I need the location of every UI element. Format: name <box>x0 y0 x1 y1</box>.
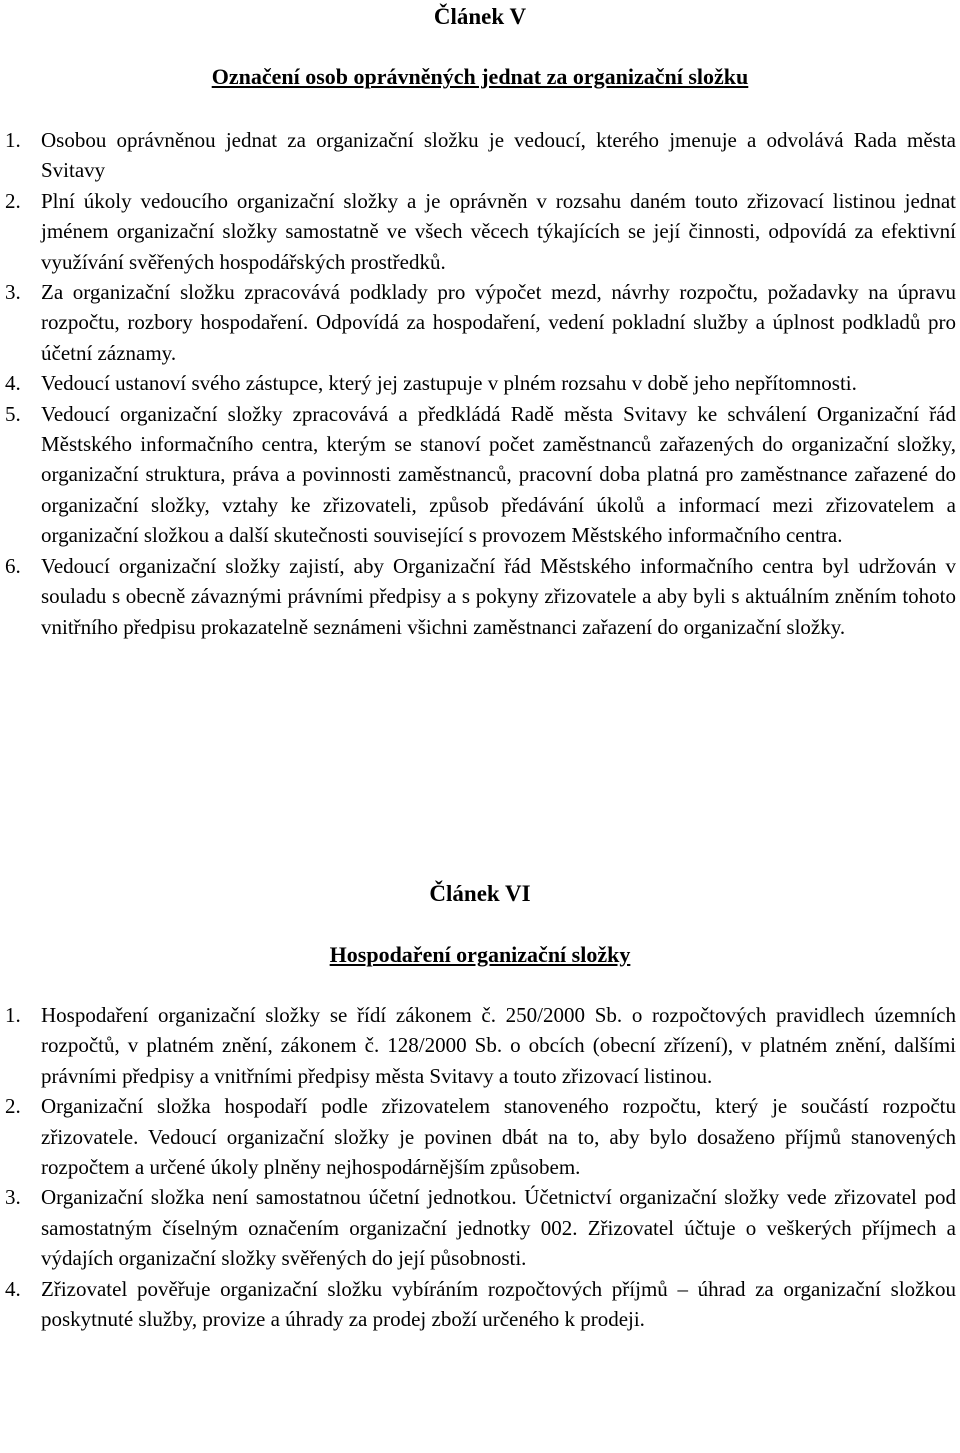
item-text: Vedoucí ustanoví svého zástupce, který jej zastupuje v plném rozsahu v době jeho nepřítomnosti. <box>41 371 857 396</box>
item-number: 3. <box>5 280 21 305</box>
item-text: Zřizovatel pověřuje organizační složku vybíráním rozpočtových příjmů – úhrad za organizační složkou poskytnuté služby, provize a úhrady za prodej zboží určeného k prodeji. <box>41 1276 956 1332</box>
item-number: 2. <box>5 188 21 213</box>
list-item <box>0 368 956 398</box>
article-6-title: Článek VI <box>429 881 531 906</box>
item-text: Osobou oprávněnou jednat za organizační složku je vedoucí, kterého jmenuje a odvolává Rada města Svitavy <box>41 128 956 183</box>
list-item <box>0 1000 956 1091</box>
item-text: Hospodaření organizační složky se řídí zákonem č. 250/2000 Sb. o rozpočtových pravidlech územních rozpočtů, v platném znění, zákonem č. 128/2000 Sb. o obcích (obecní zřízení), v platném znění, dalšími právními předpisy a vnitřními předpisy města Svitavy a touto zřizovací listinou. <box>41 1003 956 1088</box>
list-item <box>0 399 956 551</box>
item-number: 1. <box>5 1003 21 1027</box>
list-item <box>0 125 956 186</box>
item-number: 6. <box>5 553 21 578</box>
item-text: Za organizační složku zpracovává podklady pro výpočet mezd, návrhy rozpočtu, požadavky na úpravu rozpočtu, rozbory hospodaření. Odpovídá za hospodaření, vedení pokladní služby a úplnost podkladů pro účetní záznamy. <box>41 280 956 365</box>
article-6-list <box>0 1000 956 1334</box>
article-5-list <box>0 125 956 642</box>
list-item <box>0 1274 956 1335</box>
article-6-subtitle: Hospodaření organizační složky <box>329 942 631 967</box>
list-item <box>0 186 956 277</box>
item-number: 4. <box>5 1276 21 1301</box>
item-text: Vedoucí organizační složky zpracovává a předkládá Radě města Svitavy ke schválení Organizační řád Městského informačního centra, kterým se stanoví počet zaměstnanců zařazených do organizační složky, organizační struktura, práva a povinnosti zaměstnanců, pracovní doba platná pro zaměstnance zařazené do organizační složky, vztahy ke zřizovateli, způsob předávání úkolů a informací mezi zřizovatelem a organizační složkou a další skutečnosti související s provozem Městského informačního centra. <box>41 401 956 548</box>
article-5-subtitle: Označení osob oprávněných jednat za organizační složku <box>211 64 749 89</box>
list-item <box>0 277 956 368</box>
item-text: Plní úkoly vedoucího organizační složky a je oprávněn v rozsahu daném touto zřizovací listinou jednat jménem organizační složky samostatně ve všech věcech týkajících se její činnosti, odpovídá za efektivní využívání svěřených hospodářských prostředků. <box>41 188 956 274</box>
list-item <box>0 1182 956 1273</box>
item-text: Organizační složka hospodaří podle zřizovatelem stanoveného rozpočtu, který je součástí rozpočtu zřizovatele. Vedoucí organizační složky je povinen dbát na to, aby bylo dosaženo příjmů stanovených rozpočtem a určené úkoly plněny nejhospodárnějším způsobem. <box>41 1094 956 1180</box>
item-number: 4. <box>5 371 21 396</box>
list-item <box>0 1091 956 1182</box>
item-number: 3. <box>5 1185 21 1210</box>
item-text: Vedoucí organizační složky zajistí, aby Organizační řád Městského informačního centra byl udržován v souladu s obecně závaznými právními předpisy a s pokyny zřizovatele a aby byli s aktuálním zněním tohoto vnitřního předpisu prokazatelně seznámeni všichni zaměstnanci zařazení do organizační složky. <box>41 553 956 639</box>
item-number: 2. <box>5 1094 21 1119</box>
item-text: Organizační složka není samostatnou účetní jednotkou. Účetnictví organizační složky vede zřizovatel pod samostatným číselným označením organizační jednotky 002. Zřizovatel účtuje o veškerých příjmech a výdajích organizační složky svěřených do její působnosti. <box>41 1185 956 1271</box>
article-5-title: Článek V <box>433 4 527 29</box>
item-number: 1. <box>5 128 21 152</box>
item-number: 5. <box>5 401 21 426</box>
list-item <box>0 551 956 642</box>
